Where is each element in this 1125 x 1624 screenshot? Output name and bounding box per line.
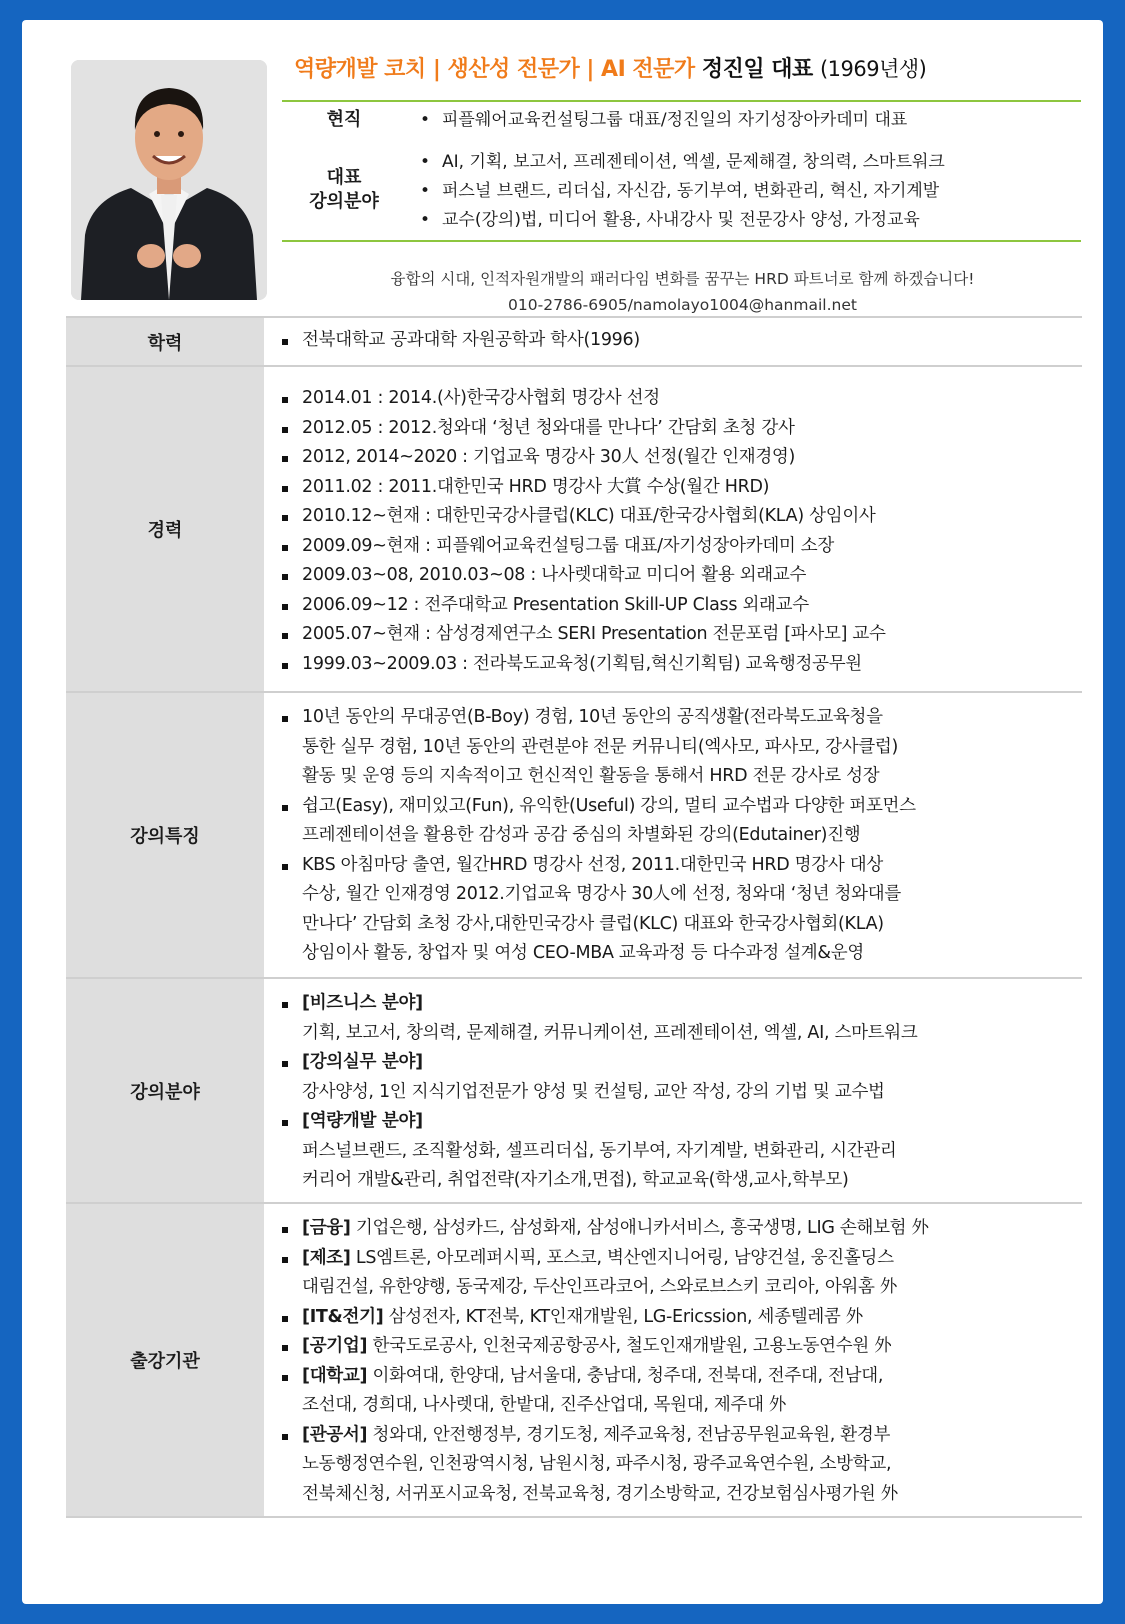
row-career (66, 365, 1082, 691)
row-clients (66, 1202, 1082, 1518)
list-item: 2010.12~현재 : 대한민국강사클럽(KLC) 대표/한국강사협회(KLA) 상임이사 (280, 502, 1076, 532)
row-lecture-features (66, 691, 1082, 977)
list-item-cont: 기획, 보고서, 창의력, 문제해결, 커뮤니케이션, 프레젠테이션, 엑셀, AI, 스마트워크 (302, 1022, 918, 1043)
list-item: KBS 아침마당 출연, 월간HRD 명강사 선정, 2011.대한민국 HRD 명강사 대상 (280, 851, 1076, 881)
slogan-block (284, 266, 1081, 318)
list-item: 전북대학교 공과대학 자원공학과 학사(1996) (280, 326, 1076, 356)
header-top-divider (282, 100, 1081, 102)
list-item: [대학교] 이화여대, 한양대, 남서울대, 충남대, 청주대, 전북대, 전주대, 전남대, (280, 1362, 1076, 1392)
title-roles: 역량개발 코치 | 생산성 전문가 | AI 전문가 (294, 57, 695, 82)
main-fields-label: 대표 강의분야 (309, 167, 379, 212)
list-item: 2012.05 : 2012.청와대 ‘청년 청와대를 만나다’ 간담회 초청 강사 (280, 414, 1076, 444)
features-label: 강의특징 (66, 693, 264, 977)
profile-photo (71, 60, 267, 300)
list-item-cont: 통한 실무 경험, 10년 동안의 관련분야 전문 커뮤니티(엑사모, 파사모, 강사클럽) (302, 736, 899, 757)
main-fields-item: • AI, 기획, 보고서, 프레젠테이션, 엑셀, 문제해결, 창의력, 스마트워크 (420, 152, 945, 172)
current-position-label: 현직 (326, 109, 362, 130)
row-lecture-fields (66, 977, 1082, 1202)
slogan-text: 융합의 시대, 인적자원개발의 패러다임 변화를 꿈꾸는 HRD 파트너로 함께 하겠습니다! (390, 270, 975, 288)
list-item: [공기업] 한국도로공사, 인천국제공항공사, 철도인재개발원, 고용노동연수원 外 (280, 1332, 1076, 1362)
list-item: 쉽고(Easy), 재미있고(Fun), 유익한(Useful) 강의, 멀티 교수법과 다양한 퍼포먼스 (280, 792, 1076, 822)
career-label: 경력 (66, 367, 264, 691)
main-fields-item: • 퍼스널 브랜드, 리더십, 자신감, 동기부여, 변화관리, 혁신, 자기계발 (420, 181, 940, 201)
list-item: 10년 동안의 무대공연(B-Boy) 경험, 10년 동안의 공직생활(전라북도교육청을 (280, 703, 1076, 733)
list-item-cont: 프레젠테이션을 활용한 감성과 공감 중심의 차별화된 강의(Edutainer)진행 (302, 825, 861, 845)
list-item-cont: 강사양성, 1인 지식기업전문가 양성 및 컨설팅, 교안 작성, 강의 기법 및 교수법 (302, 1081, 885, 1102)
profile-sheet (22, 20, 1103, 1604)
list-item-cont: 상임이사 활동, 창업자 및 여성 CEO-MBA 교육과정 등 다수과정 설계&운영 (302, 943, 864, 963)
portrait-image (71, 60, 267, 300)
row-education (66, 316, 1082, 365)
fields-label: 강의분야 (66, 979, 264, 1202)
category-heading: [비즈니스 분야] (280, 989, 1076, 1019)
title-birth: (1969년생) (819, 57, 927, 81)
title-name: 정진일 대표 (701, 57, 813, 82)
clients-label: 출강기관 (66, 1204, 264, 1516)
list-item: 2005.07~현재 : 삼성경제연구소 SERI Presentation 전문포럼 [파사모] 교수 (280, 620, 1076, 650)
list-item: 2014.01 : 2014.(사)한국강사협회 명강사 선정 (280, 384, 1076, 414)
education-label: 학력 (66, 318, 264, 365)
list-item: 2011.02 : 2011.대한민국 HRD 명강사 大賞 수상(월간 HRD) (280, 473, 1076, 503)
list-item-cont: 전북체신청, 서귀포시교육청, 전북교육청, 경기소방학교, 건강보험심사평가원 外 (302, 1483, 898, 1504)
list-item-cont: 조선대, 경희대, 나사렛대, 한밭대, 진주산업대, 목원대, 제주대 外 (302, 1395, 787, 1415)
list-item: 1999.03~2009.03 : 전라북도교육청(기획팀,혁신기획팀) 교육행정공무원 (280, 650, 1076, 680)
list-item: 2012, 2014~2020 : 기업교육 명강사 30人 선정(월간 인재경영) (280, 443, 1076, 473)
header-bottom-divider (282, 240, 1081, 242)
current-position-item: • 피플웨어교육컨설팅그룹 대표/정진일의 자기성장아카데미 대표 (420, 110, 908, 130)
list-item-cont: 만나다’ 간담회 초청 강사,대한민국강사 클럽(KLC) 대표와 한국강사협회(KLA) (302, 913, 884, 934)
category-heading: [강의실무 분야] (280, 1048, 1076, 1078)
list-item-cont: 커리어 개발&관리, 취업전략(자기소개,면접), 학교교육(학생,교사,학부모) (302, 1170, 849, 1190)
category-heading: [역량개발 분야] (280, 1107, 1076, 1137)
list-item: [제조] LS엠트론, 아모레퍼시픽, 포스코, 벽산엔지니어링, 남양건설, 웅진홀딩스 (280, 1244, 1076, 1274)
list-item: 2009.09~현재 : 피플웨어교육컨설팅그룹 대표/자기성장아카데미 소장 (280, 532, 1076, 562)
list-item-cont: 활동 및 운영 등의 지속적이고 헌신적인 활동을 통해서 HRD 전문 강사로 성장 (302, 766, 880, 786)
profile-title (294, 52, 1084, 83)
list-item: [IT&전기] 삼성전자, KT전북, KT인재개발원, LG-Ericssion, 세종텔레콤 外 (280, 1303, 1076, 1333)
main-fields-item: • 교수(강의)법, 미디어 활용, 사내강사 및 전문강사 양성, 가정교육 (420, 210, 920, 230)
list-item: 2009.03~08, 2010.03~08 : 나사렛대학교 미디어 활용 외래교수 (280, 561, 1076, 591)
contact-info: 010-2786-6905/namolayo1004@hanmail.net (508, 296, 857, 314)
list-item: [관공서] 청와대, 안전행정부, 경기도청, 제주교육청, 전남공무원교육원, 환경부 (280, 1421, 1076, 1451)
list-item-cont: 노동행정연수원, 인천광역시청, 남원시청, 파주시청, 광주교육연수원, 소방학교, (302, 1454, 892, 1474)
list-item: 2006.09~12 : 전주대학교 Presentation Skill-UP Class 외래교수 (280, 591, 1076, 621)
list-item-cont: 대림건설, 유한양행, 동국제강, 두산인프라코어, 스와로브스키 코리아, 아워홈 外 (302, 1277, 898, 1297)
list-item: [금융] 기업은행, 삼성카드, 삼성화재, 삼성애니카서비스, 흥국생명, LIG 손해보험 外 (280, 1214, 1076, 1244)
list-item-cont: 퍼스널브랜드, 조직활성화, 셀프리더십, 동기부여, 자기계발, 변화관리, 시간관리 (302, 1140, 897, 1161)
list-item-cont: 수상, 월간 인재경영 2012.기업교육 명강사 30人에 선정, 청와대 ‘청년 청와대를 (302, 884, 901, 904)
